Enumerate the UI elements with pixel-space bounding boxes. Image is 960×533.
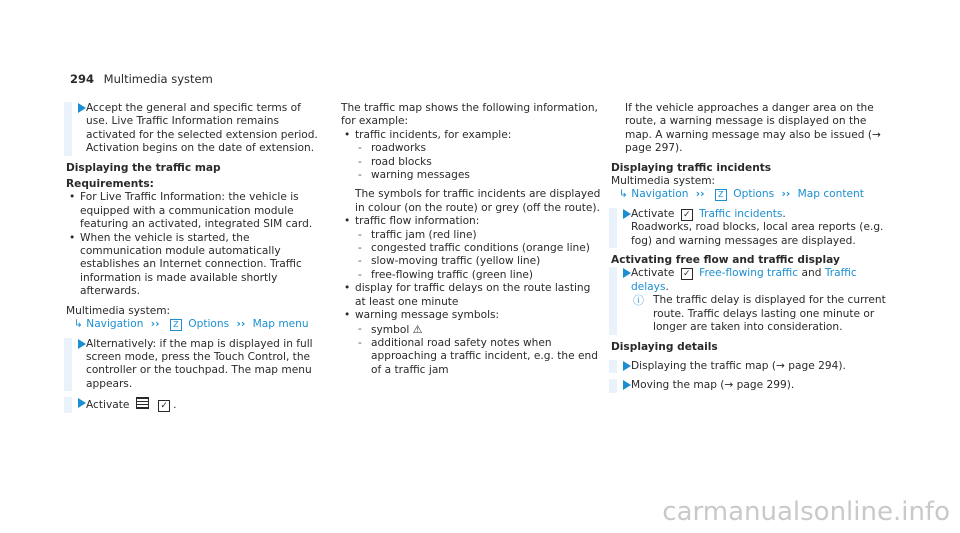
page-number: 294 xyxy=(70,72,95,86)
sub-item: - congested traffic conditions (orange line) xyxy=(341,242,603,255)
section-heading: Activating free flow and traffic display xyxy=(611,254,840,267)
section-heading: Displaying details xyxy=(611,340,718,353)
bullet-traffic-incidents: • traffic incidents, for example: xyxy=(341,129,603,142)
bullet-traffic-flow: • traffic flow information: xyxy=(341,215,603,228)
page-header xyxy=(70,72,213,86)
checkbox-icon: ✓ xyxy=(681,209,693,221)
column-2 xyxy=(341,102,603,377)
nav-link-options[interactable]: Options xyxy=(188,318,230,331)
step-arrow-icon xyxy=(623,361,631,371)
return-arrow-icon: ↳ xyxy=(619,188,628,201)
sub-item: - warning messages xyxy=(341,169,603,182)
section-heading: Displaying traffic incidents xyxy=(611,161,772,174)
requirement-item: • For Live Traffic Information: the vehicle is equipped with a communication module featuring an activated, integrated SIM card. xyxy=(66,191,326,231)
options-icon: Z xyxy=(170,319,182,331)
nav-link-navigation[interactable]: Navigation xyxy=(86,318,144,331)
step-activate-flow: Activate ✓ Free-flowing traffic and Traffic delays. ⓘ The traffic delay is displayed for the current route. Traffic delays lasting one minute or longer are taken into consideration. xyxy=(609,267,887,334)
checkbox-icon: ✓ xyxy=(158,400,170,412)
danger-area-text: If the vehicle approaches a danger area on the route, a warning message is displayed on the map. A warning message may also be issued (→ page 297). xyxy=(625,102,881,155)
requirement-item: • When the vehicle is started, the communication module automatically establishes an Internet connection. Traffic information is made available shortly afterwards. xyxy=(66,232,326,299)
step-display-map: Displaying the traffic map (→ page 294). xyxy=(609,360,887,373)
checkbox-icon: ✓ xyxy=(681,268,693,280)
info-note: ⓘ The traffic delay is displayed for the current route. Traffic delays lasting one minute or longer are taken into consideration. xyxy=(633,294,886,334)
step-arrow-icon xyxy=(78,103,86,113)
sub-item: - traffic jam (red line) xyxy=(341,229,603,242)
sub-item: - free-flowing traffic (green line) xyxy=(341,269,603,282)
intro-text: The traffic map shows the following information, for example: xyxy=(341,102,598,128)
column-1 xyxy=(66,102,326,413)
nav-link-options[interactable]: Options xyxy=(733,188,775,201)
sub-item-symbol: - symbol ⚠ xyxy=(341,323,603,337)
step-arrow-icon xyxy=(623,380,631,390)
link-traffic-incidents[interactable]: Traffic incidents xyxy=(699,207,783,220)
watermark: carmanualsonline.info xyxy=(662,497,950,527)
nav-link-navigation[interactable]: Navigation xyxy=(631,188,689,201)
link-free-flowing-traffic[interactable]: Free-flowing traffic xyxy=(699,267,799,280)
section-heading: Displaying the traffic map xyxy=(66,161,221,174)
step-alternatively: Alternatively: if the map is displayed in full screen mode, press the Touch Control, the controller or the touchpad. The map menu appears. xyxy=(64,338,326,392)
info-icon: ⓘ xyxy=(633,294,644,308)
nav-path xyxy=(66,318,326,331)
step-move-map: Moving the map (→ page 299). xyxy=(609,379,887,392)
step-arrow-icon xyxy=(623,268,631,278)
bullet-delays: • display for traffic delays on the route lasting at least one minute xyxy=(341,282,603,309)
options-icon: Z xyxy=(715,189,727,201)
nav-link-map-menu[interactable]: Map menu xyxy=(252,318,309,331)
list-icon xyxy=(136,397,149,409)
chevron-right-icon: ›› xyxy=(695,188,705,201)
nav-link-map-content[interactable]: Map content xyxy=(797,188,864,201)
sub-item: - additional road safety notes when approaching a traffic incident, e.g. the end of a traffic jam xyxy=(341,337,603,377)
return-arrow-icon: ↳ xyxy=(74,318,83,331)
chevron-right-icon: ›› xyxy=(150,318,160,331)
chevron-right-icon: ›› xyxy=(236,318,246,331)
symbols-note: The symbols for traffic incidents are displayed in colour (on the route) or grey (off the route). xyxy=(355,188,601,214)
chevron-right-icon: ›› xyxy=(781,188,791,201)
step-arrow-icon xyxy=(78,339,86,349)
column-3 xyxy=(611,102,887,393)
requirements-title: Requirements: xyxy=(66,178,154,191)
section-title: Multimedia system xyxy=(103,72,213,86)
sub-item: - roadworks xyxy=(341,142,603,155)
nav-path xyxy=(611,188,887,201)
step-arrow-icon xyxy=(78,398,86,408)
multimedia-label: Multimedia system: xyxy=(611,175,716,188)
step-activate-incidents: Activate ✓ Traffic incidents. Roadworks, road blocks, local area reports (e.g. fog) and warning messages are displayed. xyxy=(609,208,887,248)
bullet-warning-symbols: • warning message symbols: xyxy=(341,309,603,322)
sub-item: - road blocks xyxy=(341,156,603,169)
warning-triangle-icon: ⚠ xyxy=(412,322,423,336)
sub-item: - slow-moving traffic (yellow line) xyxy=(341,255,603,268)
multimedia-label: Multimedia system: xyxy=(66,304,171,317)
link-traffic-delays[interactable]: Traffic delays xyxy=(631,267,857,293)
step-arrow-icon xyxy=(623,209,631,219)
step-accept-terms: Accept the general and specific terms of use. Live Traffic Information remains activated for the selected extension period. Activation begins on the date of extension. xyxy=(64,102,326,156)
step-activate: Activate ✓ . xyxy=(64,397,326,412)
